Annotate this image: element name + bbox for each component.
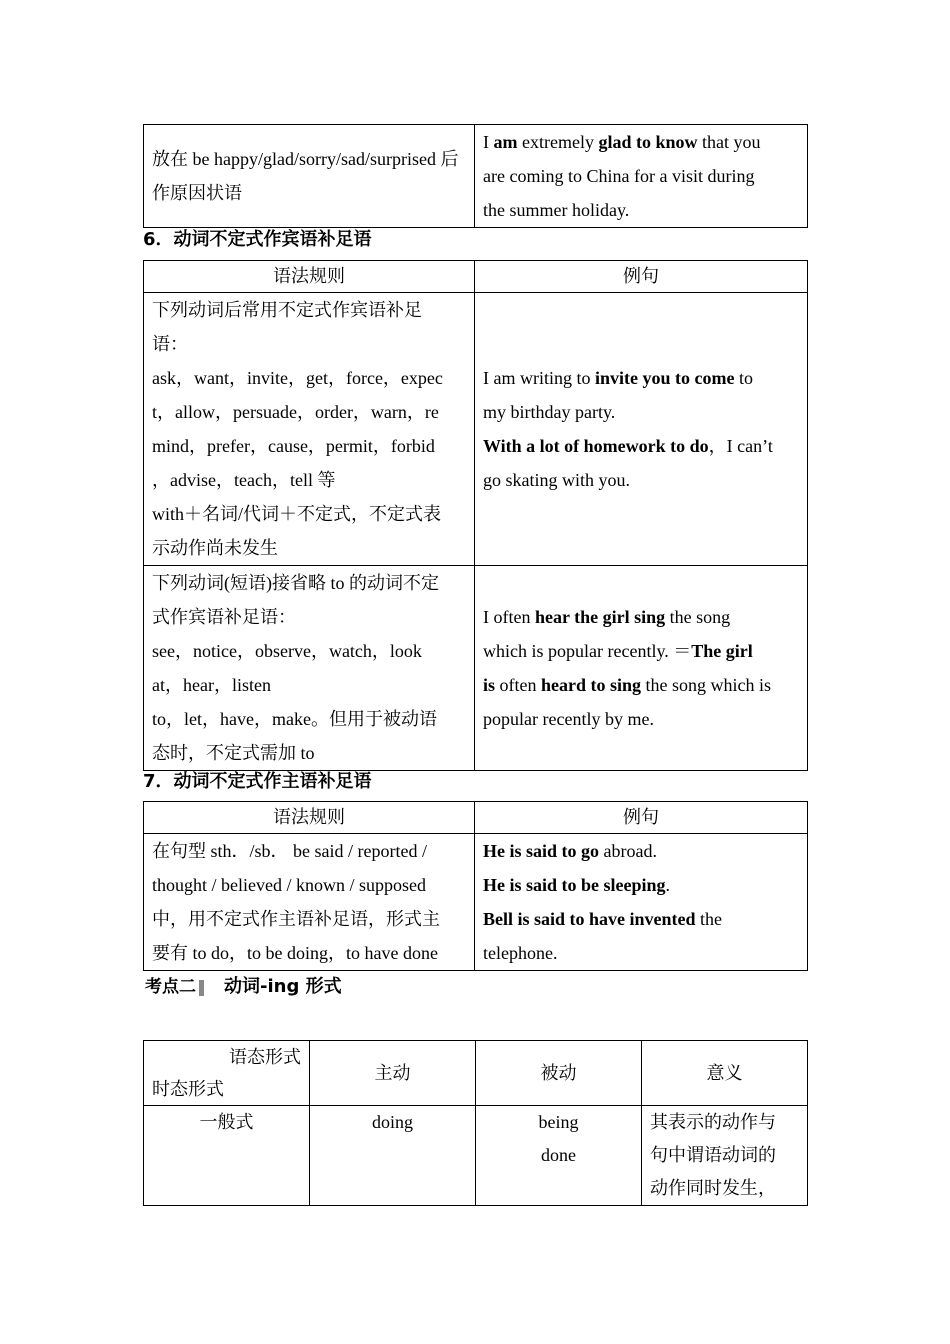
table-subject-complement — [143, 801, 808, 971]
header-example: 例句 — [475, 261, 808, 293]
example-line — [483, 702, 799, 736]
col-active: 主动 — [310, 1041, 476, 1106]
corner-bottom: 时态形式 — [152, 1079, 224, 1099]
text-line: 下列动词(短语)接省略 to 的动词不定 — [152, 573, 439, 593]
text-line: thought / believed / known / supposed — [152, 875, 426, 895]
header-rule: 语法规则 — [144, 261, 475, 293]
rule-cell — [144, 293, 475, 566]
section-7-heading: 7．动词不定式作主语补足语 — [143, 771, 372, 792]
col-passive: 被动 — [476, 1041, 642, 1106]
text-fragment: I am writing to — [483, 368, 595, 388]
text-line: with＋名词/代词＋不定式，不定式表 — [152, 504, 442, 524]
row-passive-text — [484, 1106, 633, 1172]
example-cell — [475, 125, 808, 228]
example-line — [483, 125, 799, 159]
text-line: see，notice，observe，watch，look — [152, 641, 422, 661]
text-fragment: that you — [697, 132, 761, 152]
text-fragment: abroad. — [599, 841, 657, 861]
bold-fragment: He is said to be sleeping — [483, 875, 666, 895]
rule-text: 放在 be happy/glad/sorry/sad/surprised 后作原因状语 — [152, 149, 459, 203]
header-example: 例句 — [475, 802, 808, 834]
text-fragment: I often — [483, 607, 535, 627]
col-meaning: 意义 — [642, 1041, 808, 1106]
example-line — [483, 395, 799, 429]
text-line: to，let，have，make。但用于被动语 — [152, 709, 437, 729]
bold-fragment: am — [493, 132, 518, 152]
example-line — [483, 902, 799, 936]
text-fragment: my birthday party. — [483, 402, 616, 422]
text-line: 其表示的动作与 — [650, 1112, 776, 1132]
text-fragment: popular recently by me. — [483, 709, 654, 729]
text-line: 中，用不定式作主语补足语，形式主 — [152, 909, 440, 929]
text-line: 句中谓语动词的 — [650, 1145, 776, 1165]
example-line — [483, 463, 799, 497]
text-line: 态时，不定式需加 to — [152, 743, 315, 763]
example-cell — [475, 566, 808, 771]
text-line: ask，want，invite，get，force，expec — [152, 368, 443, 388]
text-fragment: the song — [665, 607, 731, 627]
example-line — [483, 834, 799, 868]
rule-cell — [144, 566, 475, 771]
row-meaning-text — [650, 1106, 799, 1205]
example-cell — [475, 834, 808, 971]
example-line — [483, 634, 799, 668]
row-label: 一般式 — [144, 1106, 310, 1206]
text-fragment: the summer holiday. — [483, 200, 630, 220]
text-line: done — [541, 1145, 576, 1165]
text-line: ，advise，teach，tell 等 — [152, 470, 336, 490]
kaodian-2-heading — [145, 972, 342, 998]
text-fragment: to — [734, 368, 753, 388]
example-line — [483, 668, 799, 702]
text-line: 动作同时发生， — [650, 1178, 776, 1198]
example-line — [483, 193, 799, 227]
text-fragment: go skating with you. — [483, 470, 630, 490]
text-fragment: ，I can’t — [708, 436, 773, 456]
example-cell — [475, 293, 808, 566]
header-rule: 语法规则 — [144, 802, 475, 834]
rule-text — [152, 834, 466, 970]
bold-fragment: The girl — [691, 641, 753, 661]
rule-cell — [144, 125, 475, 228]
example-text — [483, 600, 799, 736]
text-line: mind，prefer，cause，permit，forbid — [152, 436, 435, 456]
kaodian-title: 动词-ing 形式 — [224, 976, 342, 997]
text-line: t，allow，persuade，order，warn，re — [152, 402, 439, 422]
kaodian-tag: 考点二 — [145, 977, 196, 997]
corner-cell — [144, 1041, 310, 1106]
text-fragment: are coming to China for a visit during — [483, 166, 755, 186]
text-fragment: extremely — [517, 132, 599, 152]
table-object-complement — [143, 260, 808, 771]
row-passive — [476, 1106, 642, 1206]
bold-fragment: invite you to come — [594, 368, 735, 388]
text-fragment: which is popular recently. ＝ — [483, 641, 692, 661]
example-line — [483, 429, 799, 463]
example-line — [483, 936, 799, 970]
table-ing-forms — [143, 1040, 808, 1206]
text-fragment: the song which is — [641, 675, 772, 695]
example-text — [483, 361, 799, 497]
example-line — [483, 868, 799, 902]
row-meaning — [642, 1106, 808, 1206]
text-line: 语： — [152, 334, 188, 354]
text-line: at，hear，listen — [152, 675, 271, 695]
rule-cell — [144, 834, 475, 971]
bold-fragment: hear the girl sing — [534, 607, 666, 627]
example-line — [483, 159, 799, 193]
tag-bar-icon — [199, 980, 204, 996]
text-fragment: telephone. — [483, 943, 558, 963]
text-fragment: often — [495, 675, 541, 695]
bold-fragment: is — [483, 675, 496, 695]
bold-fragment: He is said to go — [483, 841, 600, 861]
text-fragment: . — [665, 875, 671, 895]
corner-top: 语态形式 — [229, 1047, 301, 1067]
text-line: 式作宾语补足语： — [152, 607, 296, 627]
example-text — [483, 834, 799, 970]
text-line: 示动作尚未发生 — [152, 538, 278, 558]
text-line: being — [538, 1112, 579, 1132]
row-active: doing — [310, 1106, 476, 1206]
bold-fragment: Bell is said to have invented — [483, 909, 696, 929]
text-line: 下列动词后常用不定式作宾语补足 — [152, 300, 422, 320]
example-line — [483, 600, 799, 634]
text-fragment: I — [483, 132, 494, 152]
bold-fragment: heard to sing — [541, 675, 642, 695]
example-text — [483, 125, 799, 227]
text-line: 在句型 sth．/sb． be said / reported / — [152, 841, 427, 861]
table-infinitive-cause — [143, 124, 808, 228]
section-6-heading: 6．动词不定式作宾语补足语 — [143, 229, 372, 250]
bold-fragment: glad to know — [598, 132, 698, 152]
rule-text — [152, 566, 466, 770]
text-fragment: the — [695, 909, 723, 929]
text-line: 要有 to do，to be doing，to have done — [152, 943, 438, 963]
example-line — [483, 361, 799, 395]
bold-fragment: With a lot of homework to do — [483, 436, 709, 456]
rule-text — [152, 293, 466, 565]
